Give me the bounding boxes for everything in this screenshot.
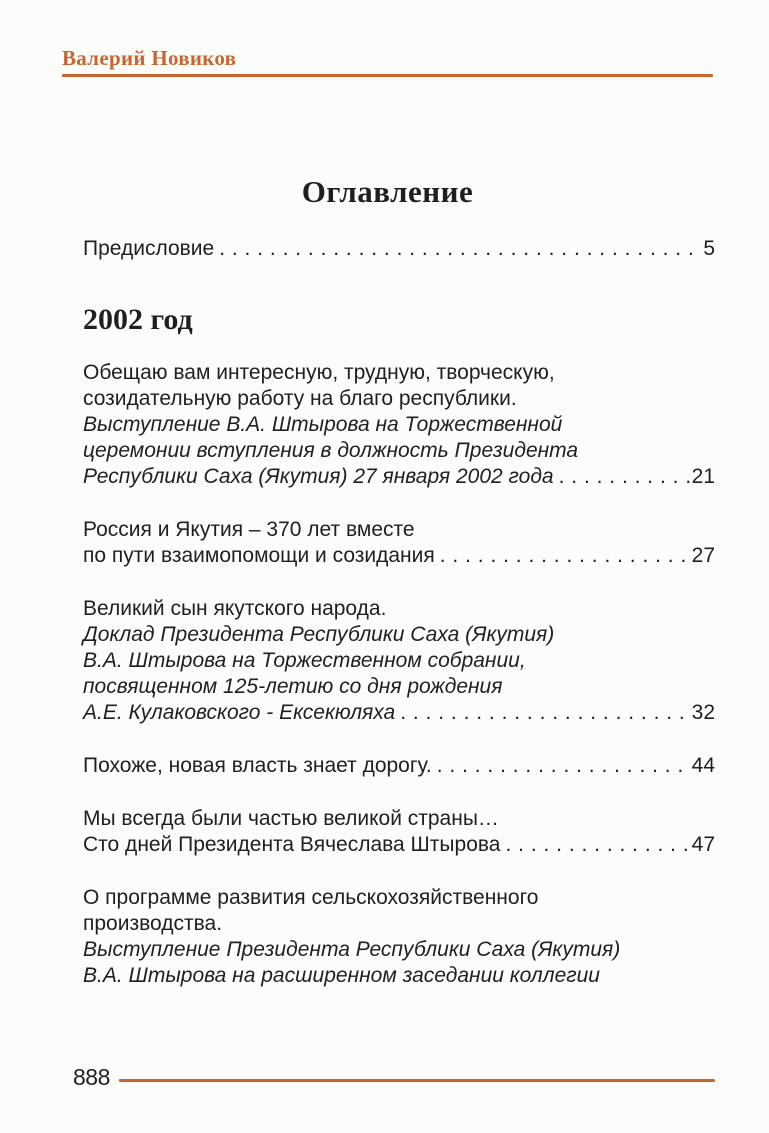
page-number: 5 bbox=[703, 237, 715, 260]
page-number: 47 bbox=[691, 833, 715, 856]
toc-entry bbox=[83, 885, 715, 989]
footer-page-number: 888 bbox=[73, 1064, 110, 1090]
toc-line-text: Обещаю вам интересную, трудную, творческую, bbox=[83, 361, 555, 384]
toc-line-text: Республики Саха (Якутия) 27 января 2002 года bbox=[83, 465, 554, 488]
toc-line-text: Доклад Президента Республики Саха (Якутия) bbox=[83, 623, 555, 646]
toc-line-text: Похоже, новая власть знает дорогу. bbox=[83, 754, 432, 777]
author-name: Валерий Новиков bbox=[62, 46, 237, 70]
toc-line bbox=[83, 438, 715, 464]
toc-line-text: посвященном 125-летию со дня рождения bbox=[83, 675, 503, 698]
toc-line bbox=[83, 543, 715, 569]
year-heading: 2002 год bbox=[83, 303, 193, 336]
preface-line bbox=[83, 236, 715, 262]
toc-line-text: Выступление Президента Республики Саха (Якутия) bbox=[83, 938, 621, 961]
toc-line bbox=[83, 963, 715, 989]
toc-line-text: по пути взаимопомощи и созидания bbox=[83, 544, 435, 567]
toc-line bbox=[83, 937, 715, 963]
dot-leader bbox=[437, 753, 690, 779]
dot-leader bbox=[559, 464, 690, 490]
toc-line bbox=[83, 674, 715, 700]
toc-line bbox=[83, 360, 715, 386]
dot-leader bbox=[505, 832, 689, 858]
toc-line bbox=[83, 806, 715, 832]
toc-entry bbox=[83, 596, 715, 726]
toc-line-text: Сто дней Президента Вячеслава Штырова bbox=[83, 833, 501, 856]
toc-line-text: церемонии вступления в должность Президента bbox=[83, 439, 579, 462]
toc-line bbox=[83, 753, 715, 779]
toc-line bbox=[83, 412, 715, 438]
toc-line bbox=[83, 911, 715, 937]
dot-leader bbox=[440, 543, 690, 569]
toc-line-text: созидательную работу на благо республики. bbox=[83, 387, 517, 410]
page-number: 21 bbox=[691, 465, 715, 488]
page-number: 44 bbox=[691, 754, 715, 777]
dot-leader bbox=[400, 700, 689, 726]
page-number: 32 bbox=[691, 701, 715, 724]
toc-line bbox=[83, 464, 715, 490]
toc-line-text: О программе развития сельскохозяйственного bbox=[83, 886, 539, 909]
toc-entry bbox=[83, 753, 715, 779]
toc-line-text: В.А. Штырова на Торжественном собрании, bbox=[83, 649, 526, 672]
toc-line-text: Россия и Якутия – 370 лет вместе bbox=[83, 518, 415, 541]
toc-line bbox=[83, 648, 715, 674]
toc-title: Оглавление bbox=[301, 174, 474, 209]
toc-line-text: производства. bbox=[83, 912, 223, 935]
toc-line-text: Великий сын якутского народа. bbox=[83, 597, 387, 620]
dot-leader bbox=[219, 236, 701, 262]
page-number: 27 bbox=[691, 544, 715, 567]
toc-line-text: Мы всегда были частью великой страны… bbox=[83, 807, 499, 830]
toc-line-text: А.Е. Кулаковского - Ексекюляха bbox=[83, 701, 396, 724]
preface-label: Предисловие bbox=[83, 237, 215, 260]
toc-entry bbox=[83, 517, 715, 569]
toc-line bbox=[83, 700, 715, 726]
header-rule bbox=[62, 74, 713, 77]
toc-line-text: В.А. Штырова на расширенном заседании коллегии bbox=[83, 964, 600, 987]
toc-line bbox=[83, 386, 715, 412]
footer-rule bbox=[119, 1079, 715, 1082]
toc-line bbox=[83, 596, 715, 622]
page-header bbox=[62, 44, 713, 77]
toc-entries bbox=[83, 360, 715, 989]
toc-line bbox=[83, 885, 715, 911]
toc-content bbox=[83, 236, 715, 989]
toc-entry bbox=[83, 360, 715, 490]
toc-line bbox=[83, 517, 715, 543]
toc-line bbox=[83, 622, 715, 648]
toc-entry bbox=[83, 806, 715, 858]
page-footer bbox=[73, 1064, 715, 1090]
toc-line bbox=[83, 832, 715, 858]
toc-line-text: Выступление В.А. Штырова на Торжественной bbox=[83, 413, 563, 436]
